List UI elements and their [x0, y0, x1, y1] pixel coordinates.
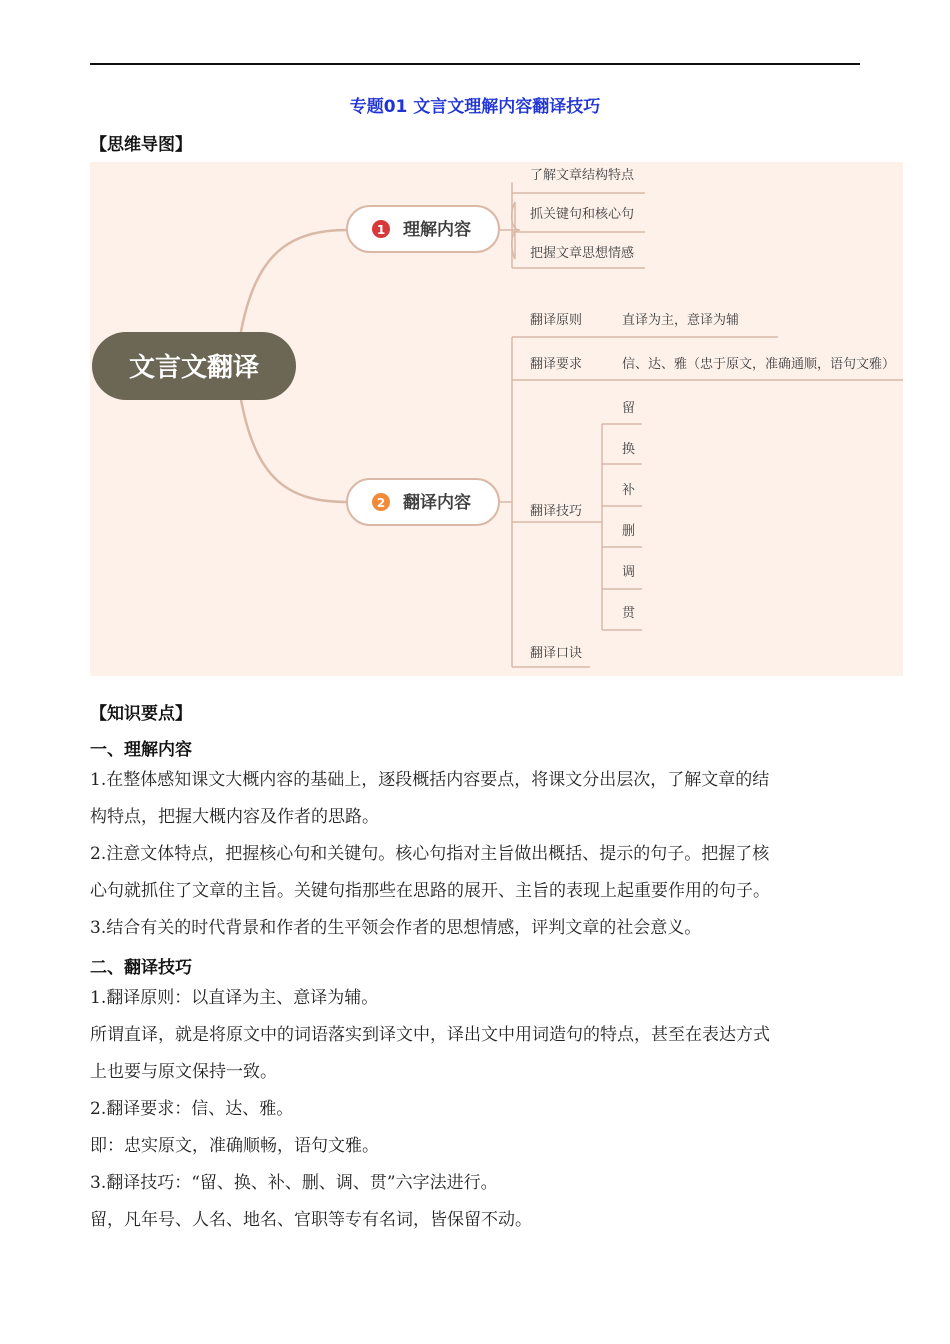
root-to-branch1-connector	[240, 230, 348, 337]
principle-value: 直译为主，意译为辅	[622, 313, 740, 328]
section2-body	[90, 980, 865, 1239]
section1-heading: 一、理解内容	[90, 740, 192, 760]
paragraph-line: 构特点，把握大概内容及作者的思路。	[90, 807, 379, 827]
branch2-number: 2	[376, 496, 386, 510]
formula-label: 翻译口诀	[530, 646, 583, 661]
paragraph-line: 1.翻译原则：以直译为主、意译为辅。	[90, 988, 379, 1008]
technique-item: 留	[622, 401, 636, 416]
paragraph-line: 所谓直译，就是将原文中的词语落实到译文中，译出文中用词造句的特点，甚至在表达方式	[90, 1025, 770, 1045]
section2-heading: 二、翻译技巧	[90, 958, 192, 978]
knowledge-section-label: 【知识要点】	[90, 704, 192, 724]
header-rule	[90, 63, 860, 65]
mind-map	[90, 162, 903, 676]
branch1-item-label: 了解文章结构特点	[530, 168, 635, 183]
paragraph-line: 即：忠实原文，准确顺畅，语句文雅。	[90, 1136, 379, 1156]
technique-item: 删	[622, 524, 636, 539]
paragraph-line: 3.翻译技巧：“留、换、补、删、调、贯”六字法进行。	[90, 1173, 498, 1193]
paragraph-line: 上也要与原文保持一致。	[90, 1062, 277, 1082]
principle-label: 翻译原则	[530, 313, 583, 328]
paragraph-line: 1.在整体感知课文大概内容的基础上，逐段概括内容要点，将课文分出层次，了解文章的结	[90, 770, 770, 790]
technique-item: 换	[622, 442, 636, 457]
branch1-number: 1	[376, 223, 386, 237]
branch1-item-label: 把握文章思想情感	[530, 246, 635, 261]
mindmap-section-label: 【思维导图】	[90, 135, 192, 155]
paragraph-line: 留，凡年号、人名、地名、官职等专有名词，皆保留不动。	[90, 1210, 532, 1230]
technique-item: 补	[622, 483, 636, 498]
branch1-label: 理解内容	[403, 220, 471, 240]
paragraph-line: 2.注意文体特点，把握核心句和关键句。核心句指对主旨做出概括、提示的句子。把握了核	[90, 844, 770, 864]
branch2-label: 翻译内容	[403, 493, 471, 513]
technique-label: 翻译技巧	[530, 504, 583, 519]
technique-item: 贯	[622, 606, 636, 621]
requirement-value: 信、达、雅（忠于原文，准确通顺，语句文雅）	[622, 357, 896, 372]
section1-body	[90, 762, 865, 947]
root-label: 文言文翻译	[128, 353, 260, 383]
paragraph-line: 2.翻译要求：信、达、雅。	[90, 1099, 294, 1119]
page-title: 专题01 文言文理解内容翻译技巧	[349, 97, 601, 117]
mind-map-diagram	[90, 162, 903, 676]
paragraph-line: 3.结合有关的时代背景和作者的生平领会作者的思想情感，评判文章的社会意义。	[90, 918, 702, 938]
paragraph-line: 心句就抓住了文章的主旨。关键句指那些在思路的展开、主旨的表现上起重要作用的句子。	[90, 881, 770, 901]
requirement-label: 翻译要求	[530, 357, 583, 372]
root-to-branch2-connector	[240, 394, 348, 502]
branch1-item-label: 抓关键句和核心句	[530, 207, 635, 222]
technique-item: 调	[622, 565, 636, 580]
